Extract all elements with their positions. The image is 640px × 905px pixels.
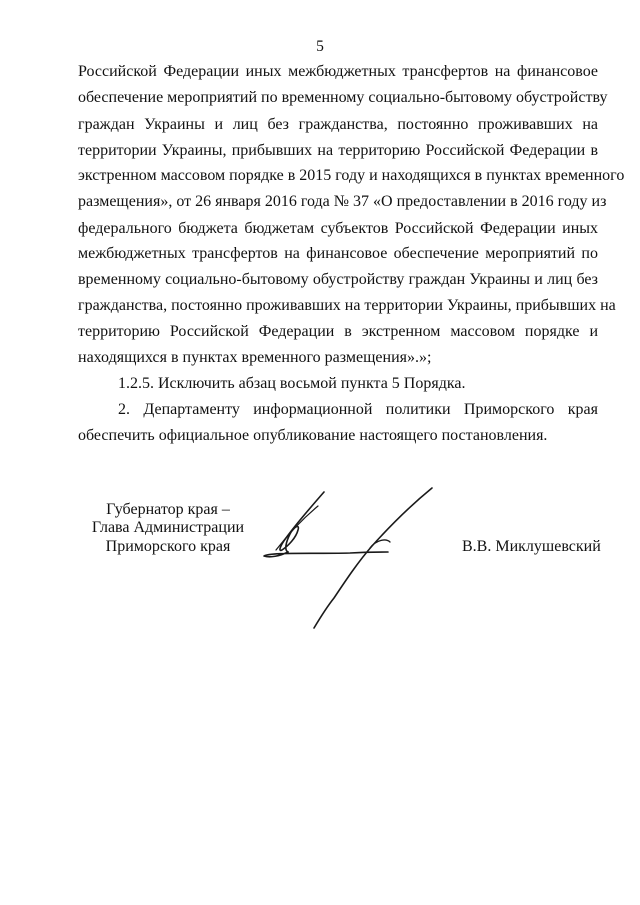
body-line: обеспечение мероприятий по временному социально-бытовому обустройству (78, 89, 608, 106)
item-2-line-2: обеспечить официальное опубликование настоящего постановления. (78, 427, 548, 444)
body-line: гражданства, постоянно проживавших на территории Украины, прибывших на (78, 297, 616, 314)
signatory-title-line-2: Глава Администрации (91, 519, 245, 536)
signatory-name: В.В. Миклушевский (462, 538, 601, 555)
body-line: Российской Федерации иных межбюджетных трансфертов на финансовое (78, 63, 598, 80)
body-line: размещения», от 26 января 2016 года № 37 «О предоставлении в 2016 году из (78, 193, 607, 210)
body-line: экстренном массовом порядке в 2015 году и находящихся в пунктах временного (78, 167, 625, 184)
item-1-2-5: 1.2.5. Исключить абзац восьмой пункта 5 Порядка. (118, 375, 466, 392)
body-line: временному социально-бытовому обустройству граждан Украины и лиц без (78, 271, 598, 288)
body-line: федерального бюджета бюджетам субъектов Российской Федерации иных (78, 220, 598, 237)
signatory-title-line-1: Губернатор края – (106, 501, 230, 518)
signatory-title-line-3: Приморского края (105, 538, 231, 555)
body-line: территории Украины, прибывших на территорию Российской Федерации в (78, 142, 598, 159)
handwritten-signature (250, 480, 450, 630)
page-number: 5 (316, 38, 324, 55)
body-line: территорию Российской Федерации в экстренном массовом порядке и (78, 323, 598, 340)
item-2-line-1: 2. Департаменту информационной политики Приморского края (118, 401, 598, 418)
body-line: находящихся в пунктах временного размещения».»; (78, 349, 432, 366)
body-line: межбюджетных трансфертов на финансовое обеспечение мероприятий по (78, 245, 598, 262)
body-line: граждан Украины и лиц без гражданства, постоянно проживавших на (78, 116, 598, 133)
